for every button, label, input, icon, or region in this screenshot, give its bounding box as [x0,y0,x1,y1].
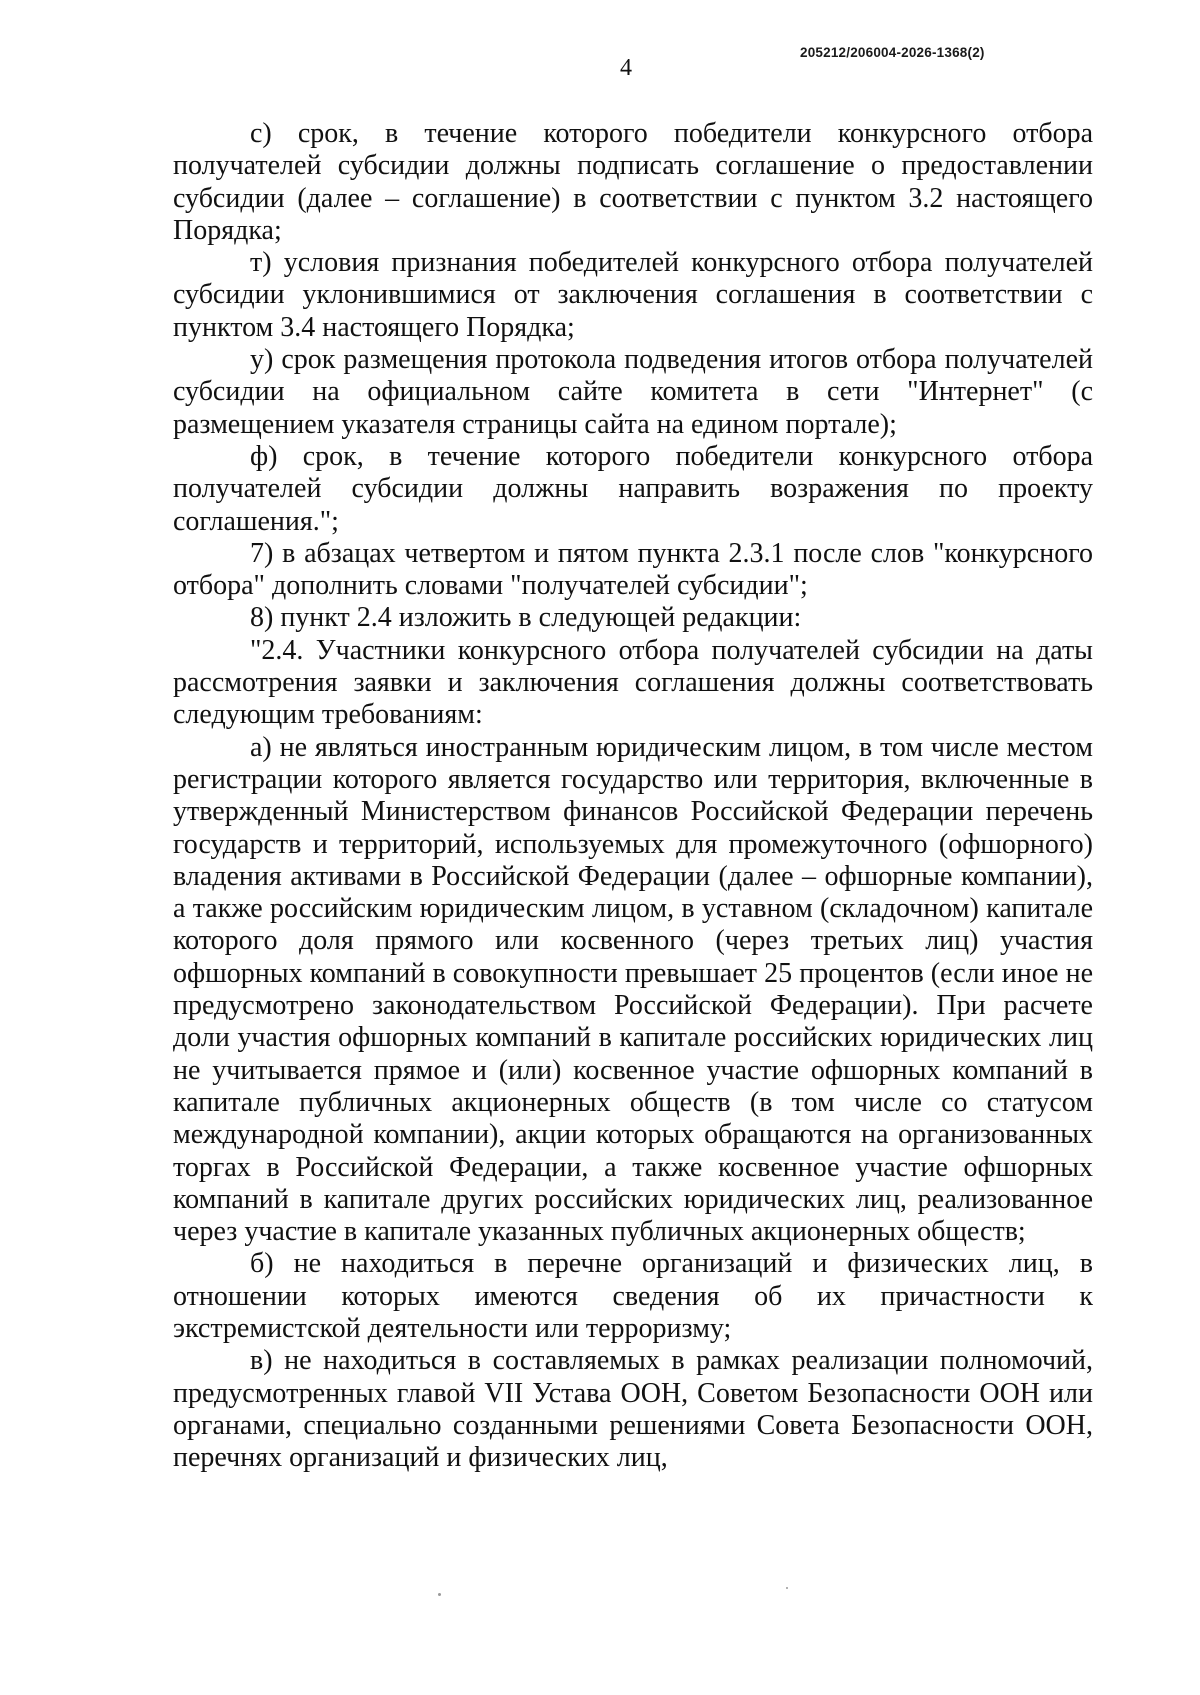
paragraph-b: б) не находиться в перечне организаций и физических лиц, в отношении которых имеются сведения об их причастности к экстремистской деятельности или терроризму; [173,1248,1093,1344]
paragraph-item-8: 8) пункт 2.4 изложить в следующей редакции: [250,602,802,634]
document-body [173,118,1093,1474]
paragraph-u: у) срок размещения протокола подведения итогов отбора получателей субсидии на официальном сайте комитета в сети "Интернет" (с размещением указателя страницы сайта на едином портале); [173,344,1093,440]
scan-speck [438,1593,441,1596]
document-id: 205212/206004-2026-1368(2) [800,45,985,60]
paragraph-s: с) срок, в течение которого победители конкурсного отбора получателей субсидии должны подписать соглашение о предоставлении субсидии (далее – соглашение) в соответствии с пунктом 3.2 настоящего Порядка; [173,118,1093,246]
paragraph-a: а) не являться иностранным юридическим лицом, в том числе местом регистрации которого является государство или территория, включенные в утвержденный Министерством финансов Российской Федерации перечень государств и территорий, используемых для промежуточного (офшорного) владения активами в Российской Федерации (далее – офшорные компании), а также российским юридическим лицом, в уставном (складочном) капитале которого доля прямого или косвенного (через третьих лиц) участия офшорных компаний в совокупности превышает 25 процентов (если иное не предусмотрено законодательством Российской Федерации). При расчете доли участия офшорных компаний в капитале российских юридических лиц не учитывается прямое и (или) косвенное участие офшорных компаний в капитале публичных акционерных обществ (в том числе со статусом международной компании), акции которых обращаются на организованных торгах в Российской Федерации, а также косвенное участие офшорных компаний в капитале других российских юридических лиц, реализованное через участие в капитале указанных публичных акционерных обществ; [173,731,1093,1248]
paragraph-v: в) не находиться в составляемых в рамках реализации полномочий, предусмотренных главой VII Устава ООН, Советом Безопасности ООН или органами, специально созданными решениями Совета Безопасности ООН, перечнях организаций и физических лиц, [173,1345,1093,1474]
paragraph-t: т) условия признания победителей конкурсного отбора получателей субсидии уклонившимися от заключения соглашения в соответствии с пунктом 3.4 настоящего Порядка; [173,247,1093,343]
paragraph-2-4: "2.4. Участники конкурсного отбора получателей субсидии на даты рассмотрения заявки и заключения соглашения должны соответствовать следующим требованиям: [173,634,1093,731]
paragraph-f: ф) срок, в течение которого победители конкурсного отбора получателей субсидии должны направить возражения по проекту соглашения."; [173,440,1093,537]
page-number: 4 [620,55,632,81]
scan-speck [786,1587,788,1589]
paragraph-item-7: 7) в абзацах четвертом и пятом пункта 2.3.1 после слов "конкурсного отбора" дополнить словами "получателей субсидии"; [173,537,1093,602]
